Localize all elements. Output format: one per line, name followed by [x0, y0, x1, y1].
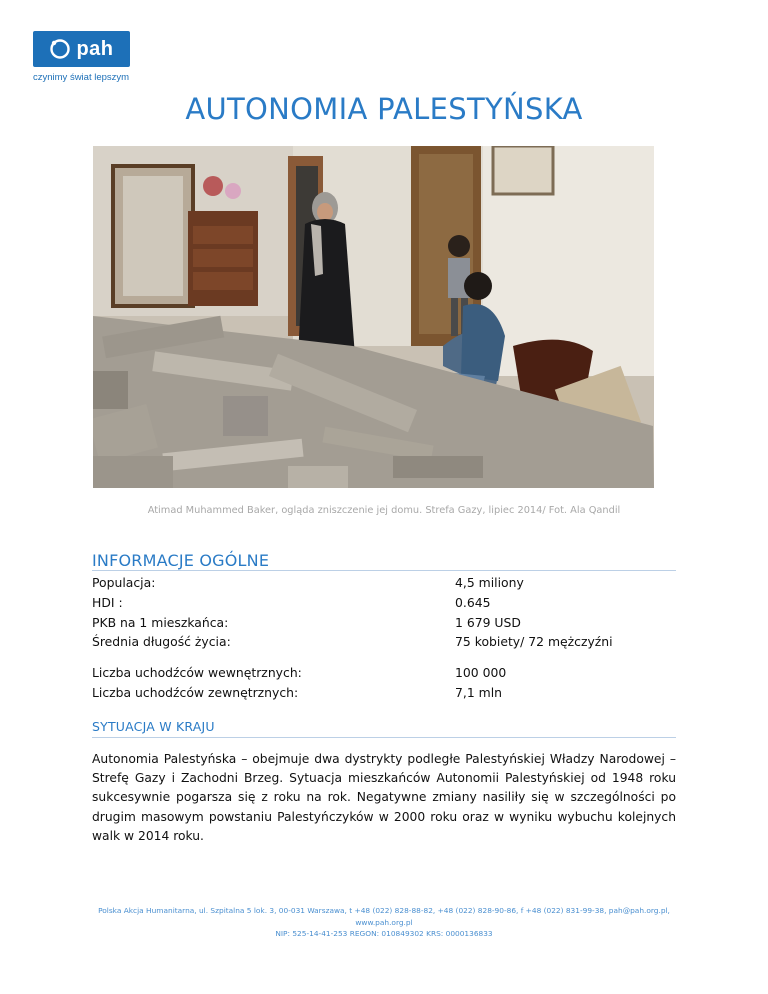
logo-text: pah: [76, 37, 114, 60]
pah-logo: [33, 31, 130, 67]
info-value: 75 kobiety/ 72 mężczyźni: [455, 634, 613, 649]
rubble-house-photo: [93, 146, 654, 488]
info-value: 4,5 miliony: [455, 575, 524, 590]
situation-paragraph: Autonomia Palestyńska – obejmuje dwa dystrykty podległe Palestyńskiej Władzy Narodowej – Strefę Gazy i Zachodni Brzeg. Sytuacja mieszkańców Autonomii Palestyńskiej od 1948 roku sukcesywnie pogarsza się z roku na rok. Negatywne zmiany nasiliły się w szczególności po drugim masowym powstaniu Palestyńczyków w 2000 roku oraz w wyniku wybuchu kolejnych walk w 2014 roku.: [92, 752, 676, 843]
info-row: [92, 615, 676, 635]
section-divider: [92, 737, 676, 738]
tagline: czynimy świat lepszym: [33, 72, 130, 83]
footer-website-link[interactable]: www.pah.org.pl: [355, 917, 413, 927]
info-label: HDI :: [92, 595, 123, 610]
footer-address: Polska Akcja Humanitarna, ul. Szpitalna 5 lok. 3, 00-031 Warszawa, t +48 (022) 828-88-82, +48 (022) 828-90-86, f +48 (022) 831-99-38, pah@pah.org.pl,: [98, 906, 670, 915]
photo-caption: Atimad Muhammed Baker, ogląda zniszczenie jej domu. Strefa Gazy, lipiec 2014/ Fot. Ala Qandil: [147, 505, 621, 516]
info-row: [92, 575, 676, 595]
info-label: Liczba uchodźców wewnętrznych:: [92, 665, 302, 680]
footer: [0, 905, 768, 940]
info-row: [92, 634, 676, 654]
section-divider: [92, 570, 676, 571]
info-row: [92, 595, 676, 615]
info-value: 0.645: [455, 595, 491, 610]
section-heading-situation: SYTUACJA W KRAJU: [92, 719, 215, 734]
info-label: Populacja:: [92, 575, 156, 590]
info-row: [92, 685, 676, 705]
info-label: Średnia długość życia:: [92, 634, 231, 649]
info-value: 1 679 USD: [455, 615, 521, 630]
info-value: 7,1 mln: [455, 685, 503, 700]
info-label: Liczba uchodźców zewnętrznych:: [92, 685, 299, 700]
footer-registry: NIP: 525-14-41-253 REGON: 010849302 KRS: 0000136833: [275, 929, 493, 938]
page-title: AUTONOMIA PALESTYŃSKA: [185, 92, 583, 126]
info-value: 100 000: [455, 665, 507, 680]
info-label: PKB na 1 mieszkańca:: [92, 615, 229, 630]
info-row: [92, 665, 676, 685]
pah-hand-icon: [49, 38, 71, 60]
section-heading-general-info: INFORMACJE OGÓLNE: [92, 551, 270, 570]
